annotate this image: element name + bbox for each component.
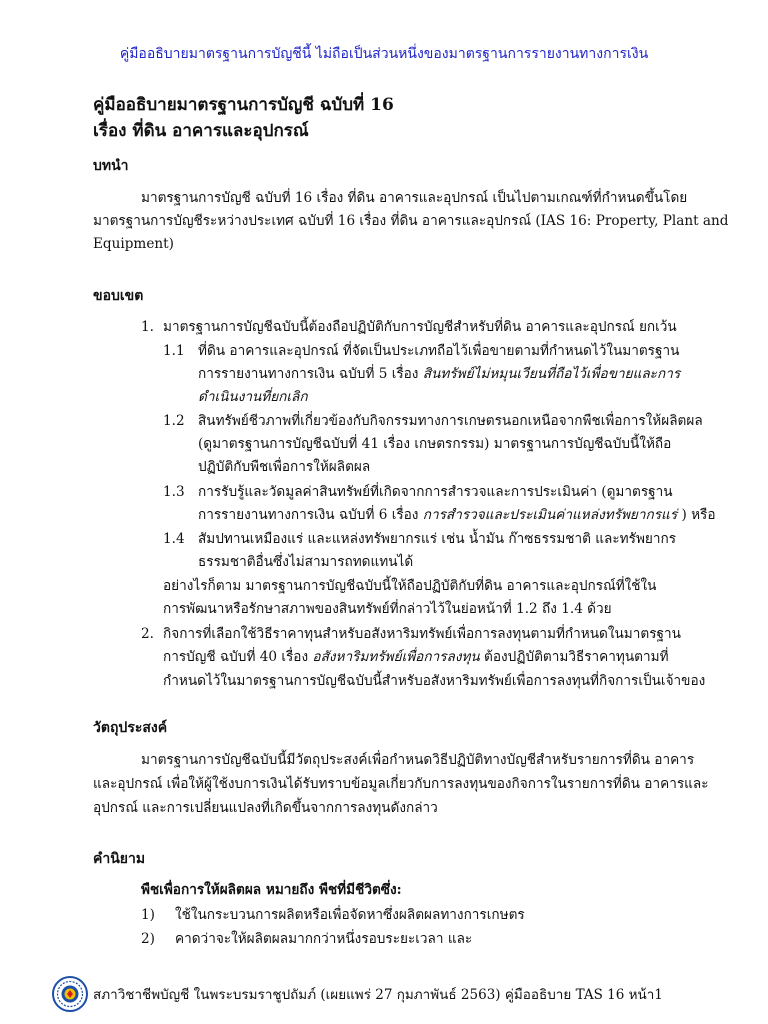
definition-item-text: คาดว่าจะให้ผลิตผลมากกว่าหนึ่งรอบระยะเวลา และ xyxy=(175,931,473,947)
scope-item-2-line-1: กิจการที่เลือกใช้วิธีราคาทุนสำหรับอสังหาริมทรัพย์เพื่อการลงทุนตามที่กำหนดในมาตรฐาน xyxy=(163,626,681,642)
page-footer: สภาวิชาชีพบัญชี ในพระบรมราชูปถัมภ์ (เผยแพร่ 27 กุมภาพันธ์ 2563) คู่มืออธิบาย TAS 16 หน้า1 xyxy=(93,987,663,1003)
standard-title-italic: อสังหาริมทรัพย์เพื่อการลงทุน xyxy=(312,649,480,665)
definitions-heading: คำนิยาม xyxy=(93,851,146,867)
scope-subitem-1-1-line-3: ดำเนินงานที่ยกเลิก xyxy=(198,389,308,405)
document-title: คู่มืออธิบายมาตรฐานการบัญชี ฉบับที่ 16 xyxy=(93,95,394,115)
scope-subitem-1-4-line-1: สัมปทานเหมืองแร่ และแหล่งทรัพยากรแร่ เช่น น้ำมัน ก๊าซธรรมชาติ และทรัพยากร xyxy=(198,531,677,547)
scope-subitem-number: 1.3 xyxy=(163,484,185,500)
scope-heading: ขอบเขต xyxy=(93,288,144,304)
scope-subitem-1-2-line-3: ปฏิบัติกับพืชเพื่อการให้ผลิตผล xyxy=(198,459,371,475)
scope-subitem-number: 1.2 xyxy=(163,413,185,429)
scope-item-2-line-2 xyxy=(163,646,669,669)
page-header-note: คู่มืออธิบายมาตรฐานการบัญชีนี้ ไม่ถือเป็นส่วนหนึ่งของมาตรฐานการรายงานทางการเงิน xyxy=(119,46,649,62)
intro-heading: บทนำ xyxy=(93,158,129,174)
definition-item-text: ใช้ในกระบวนการผลิตหรือเพื่อจัดหาซึ่งผลิตผลทางการเกษตร xyxy=(175,907,525,923)
scope-item-number: 2. xyxy=(141,626,154,642)
scope-subitem-number: 1.4 xyxy=(163,531,185,547)
intro-line-1: มาตรฐานการบัญชี ฉบับที่ 16 เรื่อง ที่ดิน อาคารและอุปกรณ์ เป็นไปตามเกณฑ์ที่กำหนดขึ้นโดย xyxy=(141,190,688,206)
scope-item-1-tail-line-1: อย่างไรก็ตาม มาตรฐานการบัญชีฉบับนี้ให้ถือปฏิบัติกับที่ดิน อาคารและอุปกรณ์ที่ใช้ใน xyxy=(163,578,657,594)
scope-item-1-text: มาตรฐานการบัญชีฉบับนี้ต้องถือปฏิบัติกับการบัญชีสำหรับที่ดิน อาคารและอุปกรณ์ ยกเว้น xyxy=(163,319,677,335)
tfac-emblem-icon xyxy=(52,976,88,1012)
scope-item-number: 1. xyxy=(141,319,154,335)
text-segment: ) หรือ xyxy=(677,507,716,523)
scope-subitem-1-3-line-2 xyxy=(198,504,716,527)
scope-subitem-1-1-line-2 xyxy=(198,363,680,386)
definition-item-number: 1) xyxy=(141,907,155,923)
scope-subitem-1-2-line-2: (ดูมาตรฐานการบัญชีฉบับที่ 41 เรื่อง เกษตรกรรม) มาตรฐานการบัญชีฉบับนี้ให้ถือ xyxy=(198,436,672,452)
objective-line-3: อุปกรณ์ และการเปลี่ยนแปลงที่เกิดขึ้นจากการลงทุนดังกล่าว xyxy=(93,800,438,816)
text-segment: การรายงานทางการเงิน ฉบับที่ 5 เรื่อง xyxy=(198,366,423,382)
text-segment: ต้องปฏิบัติตามวิธีราคาทุนตามที่ xyxy=(479,649,669,665)
scope-subitem-1-3-line-1: การรับรู้และวัดมูลค่าสินทรัพย์ที่เกิดจากการสำรวจและการประเมินค่า (ดูมาตรฐาน xyxy=(198,484,673,500)
objective-line-1: มาตรฐานการบัญชีฉบับนี้มีวัตถุประสงค์เพื่อกำหนดวิธีปฏิบัติทางบัญชีสำหรับรายการที่ดิน อาคาร xyxy=(141,752,695,768)
scope-subitem-1-4-line-2: ธรรมชาติอื่นซึ่งไม่สามารถทดแทนได้ xyxy=(198,554,414,570)
scope-subitem-1-2-line-1: สินทรัพย์ชีวภาพที่เกี่ยวข้องกับกิจกรรมทางการเกษตรนอกเหนือจากพืชเพื่อการให้ผลิตผล xyxy=(198,413,703,429)
text-segment: การบัญชี ฉบับที่ 40 เรื่อง xyxy=(163,649,313,665)
scope-item-2-line-3: กำหนดไว้ในมาตรฐานการบัญชีฉบับนี้สำหรับอสังหาริมทรัพย์เพื่อการลงทุนที่กิจการเป็นเจ้าของ xyxy=(163,673,706,689)
scope-subitem-1-1-line-1: ที่ดิน อาคารและอุปกรณ์ ที่จัดเป็นประเภทถือไว้เพื่อขายตามที่กำหนดไว้ในมาตรฐาน xyxy=(198,343,680,359)
scope-subitem-number: 1.1 xyxy=(163,343,185,359)
text-segment: การรายงานทางการเงิน ฉบับที่ 6 เรื่อง xyxy=(198,507,423,523)
standard-title-italic: การสำรวจและประเมินค่าแหล่งทรัพยากรแร่ xyxy=(422,507,678,523)
objective-heading: วัตถุประสงค์ xyxy=(93,720,168,736)
intro-line-3: Equipment) xyxy=(93,236,174,252)
document-subtitle: เรื่อง ที่ดิน อาคารและอุปกรณ์ xyxy=(93,121,309,141)
definition-item-number: 2) xyxy=(141,931,155,947)
objective-line-2: และอุปกรณ์ เพื่อให้ผู้ใช้งบการเงินได้รับทราบข้อมูลเกี่ยวกับการลงทุนของกิจการในรายการที่ดิน อาคารและ xyxy=(93,776,709,792)
standard-title-italic: สินทรัพย์ไม่หมุนเวียนที่ถือไว้เพื่อขายและการ xyxy=(422,366,681,382)
scope-item-1-tail-line-2: การพัฒนาหรือรักษาสภาพของสินทรัพย์ที่กล่าวไว้ในย่อหน้าที่ 1.2 ถึง 1.4 ด้วย xyxy=(163,601,612,617)
intro-line-2: มาตรฐานการบัญชีระหว่างประเทศ ฉบับที่ 16 เรื่อง ที่ดิน อาคารและอุปกรณ์ (IAS 16: Property, Plant and xyxy=(93,213,729,229)
definition-term: พืชเพื่อการให้ผลิตผล หมายถึง พืชที่มีชีวิตซึ่ง: xyxy=(141,882,402,898)
